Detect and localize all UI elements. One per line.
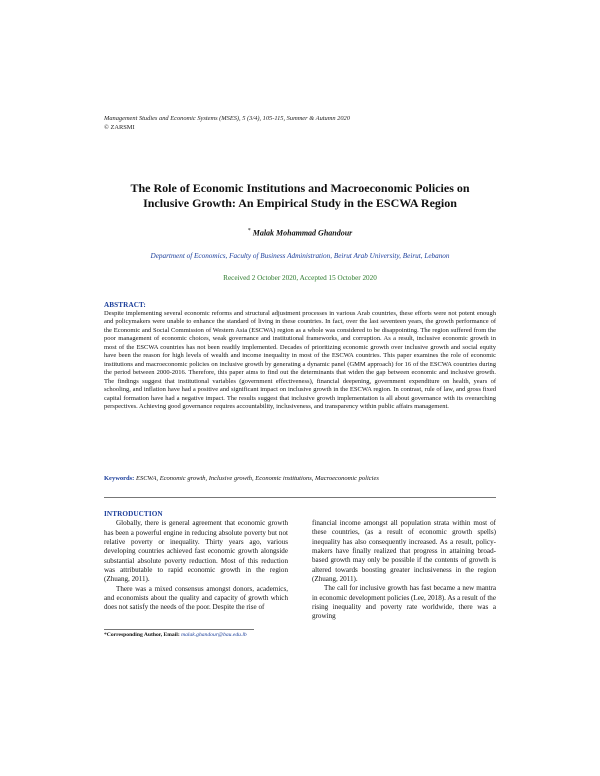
body-column-right (312, 519, 496, 622)
article-title (100, 181, 500, 211)
keywords (104, 475, 496, 484)
keywords-text: ESCWA, Economic growth, Inclusive growth, Economic institutions, Macroeconomic policies (135, 475, 379, 482)
paragraph: financial income amongst all population strata within most of these countries, (as a result of economic growth spells) inequality has also consequently increased. As a result, policy-makers have finally realized that progress in attaining broad-based growth may only be possible if the contents of growth is altered towards boosting greater inclusiveness in the region (Zhuang, 2011). (312, 519, 496, 584)
body-column-left (104, 510, 288, 613)
footnote (104, 632, 404, 638)
title-line-2: Inclusive Growth: An Empirical Study in the ESCWA Region (143, 196, 457, 210)
journal-copyright: © ZARSMI (104, 123, 135, 131)
author-name: Malak Mohammad Ghandour (252, 228, 353, 238)
keywords-label: Keywords: (104, 475, 135, 482)
footnote-label: *Corresponding Author, Email: (104, 632, 180, 638)
abstract-section (104, 301, 496, 411)
abstract-body: Despite implementing several economic reforms and structural adjustment processes in various Arab countries, these efforts were not potent enough and policymakers were unable to enhance the standard of living in these countries. In fact, over the last seventeen years, the growth performance of the Economic and Social Commission of Western Asia (ESCWA) region as a whole was considered to be disappointing. The region suffered from the poor management of economic choices, weak governance and institutional frameworks, and corruption. As a result, inclusive economic growth in most of the ESCWA countries has not been readily implemented. Decades of prioritizing economic growth over inclusive growth and social equity have been the reason for high levels of wealth and income inequality in most of the ESCWA countries. This paper examines the role of economic institutions and macroeconomic policies on inclusive growth by generating a dynamic panel (GMM approach) for 16 of the ESCWA countries during the period between 2000-2016. Therefore, this paper aims to find out the determinants that widen the gap between economic and inclusive growth. The findings suggest that institutional variables (government effectiveness), financial deepening, government expenditure on health, years of schooling, and inflation have had a positive and significant impact on inclusive growth in the ESCWA region. In contrast, rule of law, and gross fixed capital formation have had a negative impact. The results suggest that inclusive growth implementation is all about governance with its overarching perspectives. Achieving good governance requires accountability, inclusiveness, and transparency within public affairs management. (104, 310, 496, 410)
author-line (100, 228, 500, 238)
footnote-divider (104, 629, 254, 630)
received-accepted-dates: Received 2 October 2020, Accepted 15 October 2020 (223, 274, 377, 282)
paragraph: There was a mixed consensus amongst donors, academics, and economists about the quality and capacity of growth which does not satisfy the needs of the poor. Despite the rise of (104, 584, 288, 612)
paragraph: Globally, there is general agreement that economic growth has been a powerful engine in reducing absolute poverty but not relative poverty or inequality. Thirty years ago, various developing countries achieved fast economic growth alongside substantial absolute poverty reduction. Most of this reduction was attributable to rapid economic growth in the region (Zhuang, 2011). (104, 519, 288, 584)
author-marker: * (247, 228, 251, 234)
section-divider (104, 497, 496, 498)
author-email-link[interactable]: malak.ghandour@bau.edu.lb (181, 632, 247, 638)
journal-header (104, 115, 504, 132)
paragraph: The call for inclusive growth has fast became a new mantra in economic development policies (Lee, 2018). As a result of the rising inequality and poverty rate worldwide, there was a growing (312, 584, 496, 621)
title-line-1: The Role of Economic Institutions and Macroeconomic Policies on (130, 181, 470, 195)
abstract-heading: ABSTRACT: (104, 301, 146, 309)
introduction-heading: INTRODUCTION (104, 510, 163, 518)
journal-citation: Management Studies and Economic Systems (MSES), 5 (3/4), 105-115, Summer & Autumn 2020 (104, 115, 350, 122)
author-affiliation: Department of Economics, Faculty of Business Administration, Beirut Arab University, Beirut, Lebanon (150, 252, 450, 260)
